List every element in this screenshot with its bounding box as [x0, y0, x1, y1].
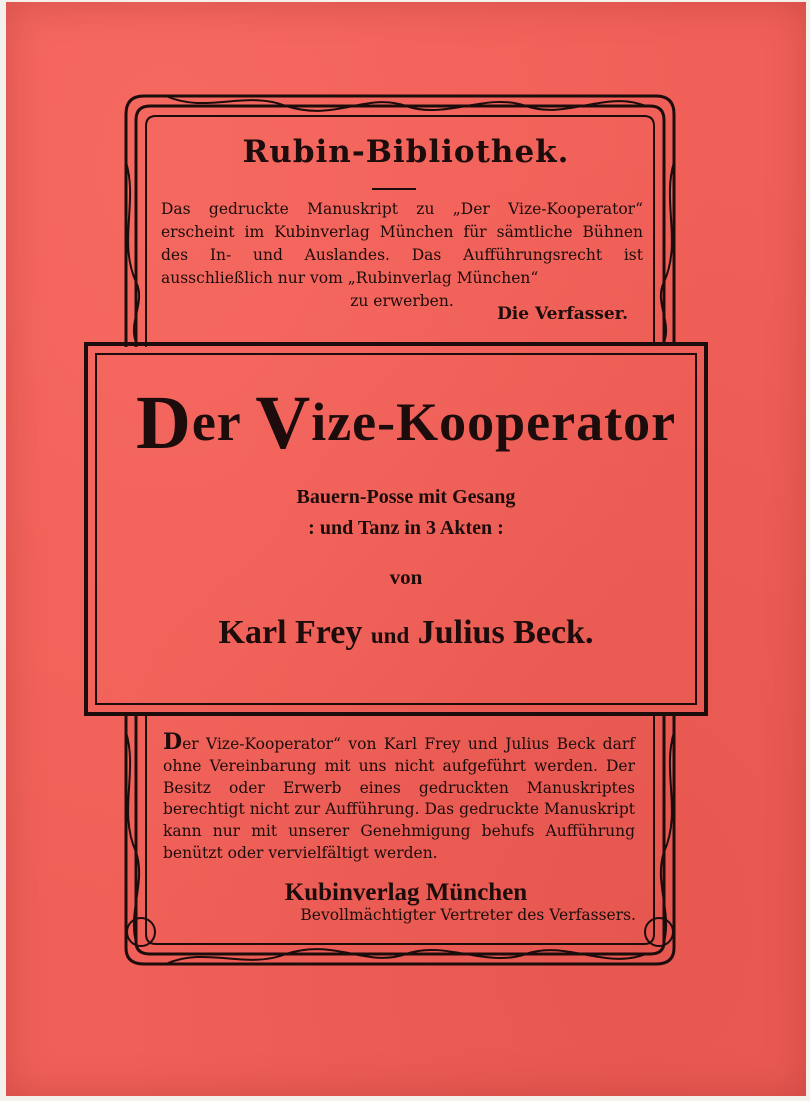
title-initial-d: D — [135, 381, 192, 465]
notice-initial: D — [163, 729, 183, 755]
divider — [372, 188, 416, 190]
author-conjunction: und — [370, 623, 410, 648]
publisher-name: Kubinverlag München — [284, 879, 528, 906]
author-2: Julius Beck. — [417, 614, 594, 651]
corner-knot-left — [127, 918, 155, 946]
performance-notice-text: er Vize-Kooperator“ von Karl Frey und Julius Beck darf ohne Vereinbarung mit uns nicht aufgeführt werden. Der Besitz oder Erwerb eines gedruckten Manuskriptes berechtigt nicht zur Aufführung. Das gedruckte Manuskript kann nur mit unserer Genehmigung behufs Aufführung benützt oder vervielfältigt werden. — [163, 735, 635, 862]
rights-notice — [161, 198, 643, 313]
title-initial-v: V — [255, 381, 312, 465]
authors — [6, 614, 806, 652]
title-part-2: ize-Kooperator — [311, 392, 677, 452]
by-label: von — [389, 565, 423, 589]
authors-signature: Die Verfasser. — [497, 304, 628, 324]
author-1: Karl Frey — [218, 614, 363, 651]
rights-notice-text: Das gedruckte Manuskript zu „Der Vize-Kooperator“ erscheint im Kubinverlag München für sämtliche Bühnen des In- und Auslandes. Das Aufführungsrecht ist ausschließlich nur vom „Rubinverlag München“ — [161, 200, 643, 287]
rights-notice-end: zu erwerben. — [350, 292, 454, 310]
play-subtitle-2: : und Tanz in 3 Akten : — [308, 517, 504, 539]
title-part-1: er — [191, 392, 256, 452]
top-frame-vine — [166, 96, 646, 111]
corner-knot-right — [645, 918, 673, 946]
performance-notice — [163, 729, 635, 865]
bottom-frame-vine — [166, 949, 646, 964]
book-cover — [6, 2, 806, 1096]
library-title: Rubin-Bibliothek. — [242, 134, 570, 170]
play-subtitle-1: Bauern-Posse mit Gesang — [296, 486, 516, 508]
play-title — [6, 381, 806, 465]
publisher-note: Bevollmächtigter Vertreter des Verfassers. — [300, 906, 636, 924]
